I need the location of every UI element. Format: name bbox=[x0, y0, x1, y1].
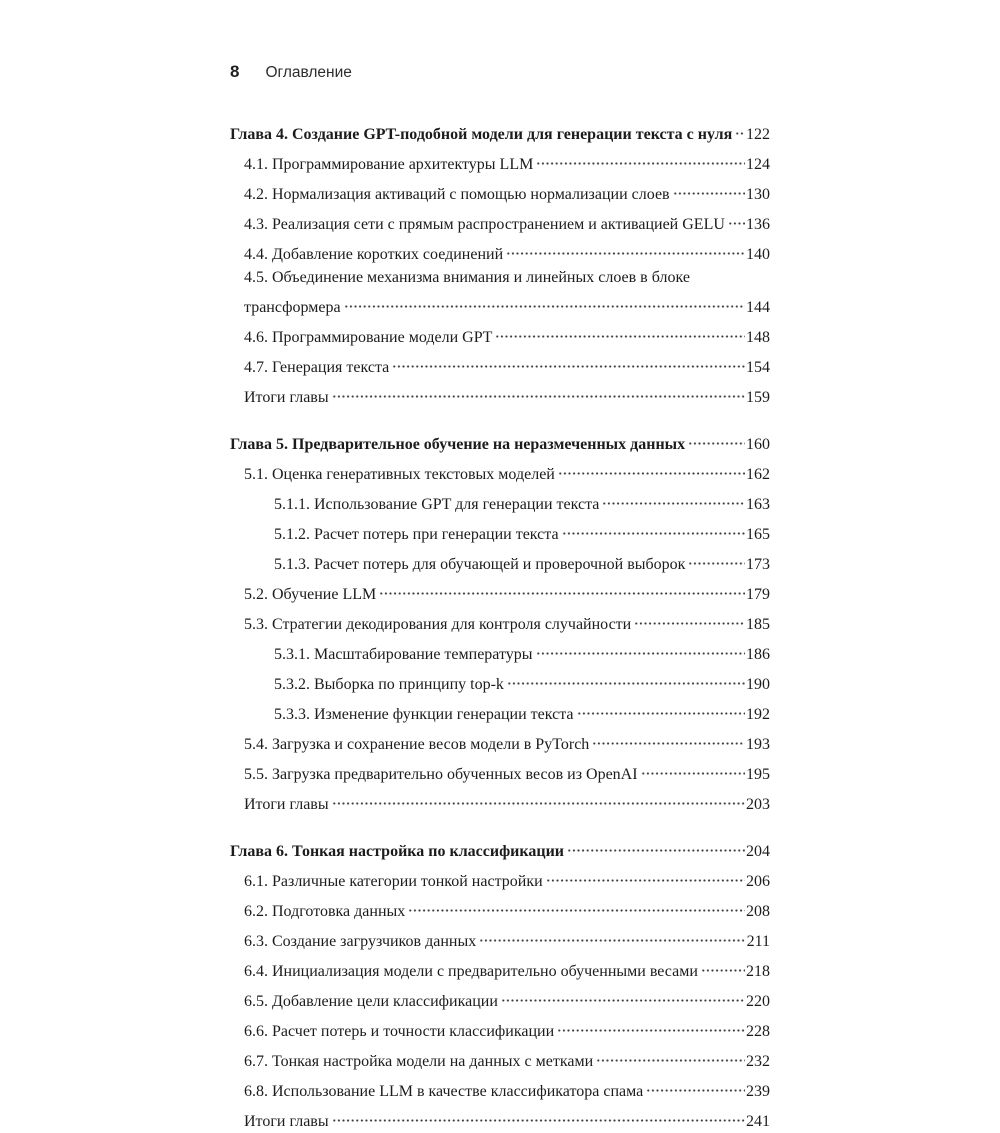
entry-title: 6.8. Использование LLM в качестве классификатора спама bbox=[244, 1083, 644, 1100]
page-number: 220 bbox=[746, 993, 770, 1010]
toc-entry-row bbox=[230, 953, 770, 983]
toc-entry-row bbox=[230, 863, 770, 893]
toc-chapter-block bbox=[230, 116, 770, 409]
dot-leader bbox=[506, 236, 745, 259]
entry-title: Итоги главы bbox=[244, 389, 329, 406]
dot-leader bbox=[641, 756, 745, 779]
entry-title: 5.1.3. Расчет потерь для обучающей и проверочной выборок bbox=[274, 556, 686, 573]
page-number: 190 bbox=[746, 676, 770, 693]
page-number: 122 bbox=[746, 126, 770, 143]
page-number: 162 bbox=[746, 466, 770, 483]
entry-title: 6.4. Инициализация модели с предварительно обученными весами bbox=[244, 963, 698, 980]
dot-leader bbox=[596, 1043, 745, 1066]
header-page-number: 8 bbox=[230, 62, 240, 81]
toc-chapter-title-row bbox=[230, 116, 770, 146]
toc-chapter-block bbox=[230, 426, 770, 816]
toc-entry-row bbox=[230, 726, 770, 756]
entry-title: 6.3. Создание загрузчиков данных bbox=[244, 933, 477, 950]
page-number: 206 bbox=[746, 873, 770, 890]
entry-title: Итоги главы bbox=[244, 796, 329, 813]
dot-leader bbox=[688, 546, 745, 569]
page-number: 185 bbox=[746, 616, 770, 633]
dot-leader bbox=[673, 176, 745, 199]
toc-entry-row bbox=[230, 576, 770, 606]
toc-entry-row bbox=[230, 1103, 770, 1133]
entry-title: Итоги главы bbox=[244, 1113, 329, 1130]
entry-title: 5.1. Оценка генеративных текстовых моделей bbox=[244, 466, 555, 483]
page-number: 124 bbox=[746, 156, 770, 173]
dot-leader bbox=[332, 786, 745, 809]
dot-leader bbox=[344, 289, 745, 312]
dot-leader bbox=[577, 696, 745, 719]
dot-leader bbox=[567, 833, 745, 856]
dot-leader bbox=[546, 863, 745, 886]
page-number: 228 bbox=[746, 1023, 770, 1040]
dot-leader bbox=[379, 576, 745, 599]
page-number: 208 bbox=[746, 903, 770, 920]
dot-leader bbox=[735, 116, 745, 139]
page-number: 154 bbox=[746, 359, 770, 376]
toc-entry-row bbox=[230, 319, 770, 349]
page-number: 159 bbox=[746, 389, 770, 406]
dot-leader bbox=[634, 606, 745, 629]
toc-chapter-title-row bbox=[230, 426, 770, 456]
page-number: 239 bbox=[746, 1083, 770, 1100]
entry-title: 4.1. Программирование архитектуры LLM bbox=[244, 156, 534, 173]
entry-title: 5.1.1. Использование GPT для генерации текста bbox=[274, 496, 600, 513]
toc-entry-row bbox=[230, 456, 770, 486]
dot-leader bbox=[557, 1013, 745, 1036]
toc-entry-row bbox=[230, 756, 770, 786]
dot-leader bbox=[646, 1073, 745, 1096]
toc-entry-row bbox=[230, 546, 770, 576]
page-number: 193 bbox=[746, 736, 770, 753]
table-of-contents bbox=[230, 116, 770, 1133]
toc-entry-row bbox=[230, 176, 770, 206]
toc-entry-row bbox=[230, 636, 770, 666]
page-number: 203 bbox=[746, 796, 770, 813]
toc-entry-row bbox=[230, 486, 770, 516]
toc-entry-row bbox=[230, 206, 770, 236]
page-number: 163 bbox=[746, 496, 770, 513]
toc-entry-row bbox=[230, 1043, 770, 1073]
entry-title: 6.7. Тонкая настройка модели на данных с метками bbox=[244, 1053, 594, 1070]
entry-title: 4.3. Реализация сети с прямым распространением и активацией GELU bbox=[244, 216, 725, 233]
toc-entry-row bbox=[230, 146, 770, 176]
entry-title: 5.3.3. Изменение функции генерации текста bbox=[274, 706, 574, 723]
chapter-title: Глава 4. Создание GPT-подобной модели для генерации текста с нуля bbox=[230, 126, 733, 143]
entry-title: 5.3.1. Масштабирование температуры bbox=[274, 646, 533, 663]
entry-title: 4.6. Программирование модели GPT bbox=[244, 329, 493, 346]
header-section-title: Оглавление bbox=[265, 64, 352, 81]
dot-leader bbox=[536, 146, 745, 169]
dot-leader bbox=[602, 486, 745, 509]
dot-leader bbox=[332, 379, 745, 402]
dot-leader bbox=[392, 349, 745, 372]
toc-entry-row bbox=[230, 1073, 770, 1103]
page-number: 136 bbox=[746, 216, 770, 233]
dot-leader bbox=[558, 456, 745, 479]
dot-leader bbox=[536, 636, 745, 659]
dot-leader bbox=[501, 983, 745, 1006]
toc-entry-row bbox=[230, 893, 770, 923]
page-number: 160 bbox=[746, 436, 770, 453]
page-number: 241 bbox=[746, 1113, 770, 1130]
page-number: 218 bbox=[746, 963, 770, 980]
dot-leader bbox=[479, 923, 745, 946]
dot-leader bbox=[728, 206, 745, 229]
entry-title: 5.3.2. Выборка по принципу top-k bbox=[274, 676, 504, 693]
page-number: 165 bbox=[746, 526, 770, 543]
toc-entry-row bbox=[230, 236, 770, 266]
page-number: 204 bbox=[746, 843, 770, 860]
entry-title: 5.1.2. Расчет потерь при генерации текста bbox=[274, 526, 559, 543]
entry-title: 6.6. Расчет потерь и точности классификации bbox=[244, 1023, 555, 1040]
page-number: 186 bbox=[746, 646, 770, 663]
toc-entry-row bbox=[230, 379, 770, 409]
toc-entry-row bbox=[230, 696, 770, 726]
toc-entry-row bbox=[230, 289, 770, 319]
toc-entry-row bbox=[230, 666, 770, 696]
page-number: 192 bbox=[746, 706, 770, 723]
entry-title: 6.5. Добавление цели классификации bbox=[244, 993, 498, 1010]
dot-leader bbox=[592, 726, 745, 749]
dot-leader bbox=[688, 426, 745, 449]
page-number: 179 bbox=[746, 586, 770, 603]
toc-entry-row bbox=[230, 983, 770, 1013]
entry-title: 4.2. Нормализация активаций с помощью нормализации слоев bbox=[244, 186, 670, 203]
entry-title: 4.7. Генерация текста bbox=[244, 359, 390, 376]
entry-title: 5.5. Загрузка предварительно обученных весов из OpenAI bbox=[244, 766, 638, 783]
toc-entry-row bbox=[230, 606, 770, 636]
toc-entry-row bbox=[230, 516, 770, 546]
page-number: 211 bbox=[746, 933, 770, 950]
page-number: 195 bbox=[746, 766, 770, 783]
entry-title: 5.2. Обучение LLM bbox=[244, 586, 377, 603]
entry-title: 6.1. Различные категории тонкой настройки bbox=[244, 873, 543, 890]
toc-entry-row bbox=[230, 266, 770, 289]
page-number: 144 bbox=[746, 299, 770, 316]
page-number: 140 bbox=[746, 246, 770, 263]
page-number: 232 bbox=[746, 1053, 770, 1070]
dot-leader bbox=[701, 953, 745, 976]
entry-title: 5.4. Загрузка и сохранение весов модели в PyTorch bbox=[244, 736, 590, 753]
toc-entry-row bbox=[230, 1013, 770, 1043]
toc-entry-row bbox=[230, 786, 770, 816]
page-number: 173 bbox=[746, 556, 770, 573]
toc-chapter-title-row bbox=[230, 833, 770, 863]
dot-leader bbox=[495, 319, 745, 342]
dot-leader bbox=[562, 516, 745, 539]
entry-title: 5.3. Стратегии декодирования для контроля случайности bbox=[244, 616, 632, 633]
chapter-title: Глава 5. Предварительное обучение на неразмеченных данных bbox=[230, 436, 686, 453]
entry-title: трансформера bbox=[244, 299, 341, 316]
entry-title: 4.5. Объединение механизма внимания и линейных слоев в блоке bbox=[244, 269, 690, 286]
entry-title: 6.2. Подготовка данных bbox=[244, 903, 406, 920]
dot-leader bbox=[332, 1103, 745, 1126]
chapter-title: Глава 6. Тонкая настройка по классификации bbox=[230, 843, 565, 860]
toc-entry-row bbox=[230, 923, 770, 953]
toc-chapter-block bbox=[230, 833, 770, 1133]
toc-entry-row bbox=[230, 349, 770, 379]
page-header bbox=[230, 62, 352, 82]
entry-title: 4.4. Добавление коротких соединений bbox=[244, 246, 504, 263]
page-number: 148 bbox=[746, 329, 770, 346]
dot-leader bbox=[408, 893, 745, 916]
dot-leader bbox=[507, 666, 745, 689]
page-number: 130 bbox=[746, 186, 770, 203]
